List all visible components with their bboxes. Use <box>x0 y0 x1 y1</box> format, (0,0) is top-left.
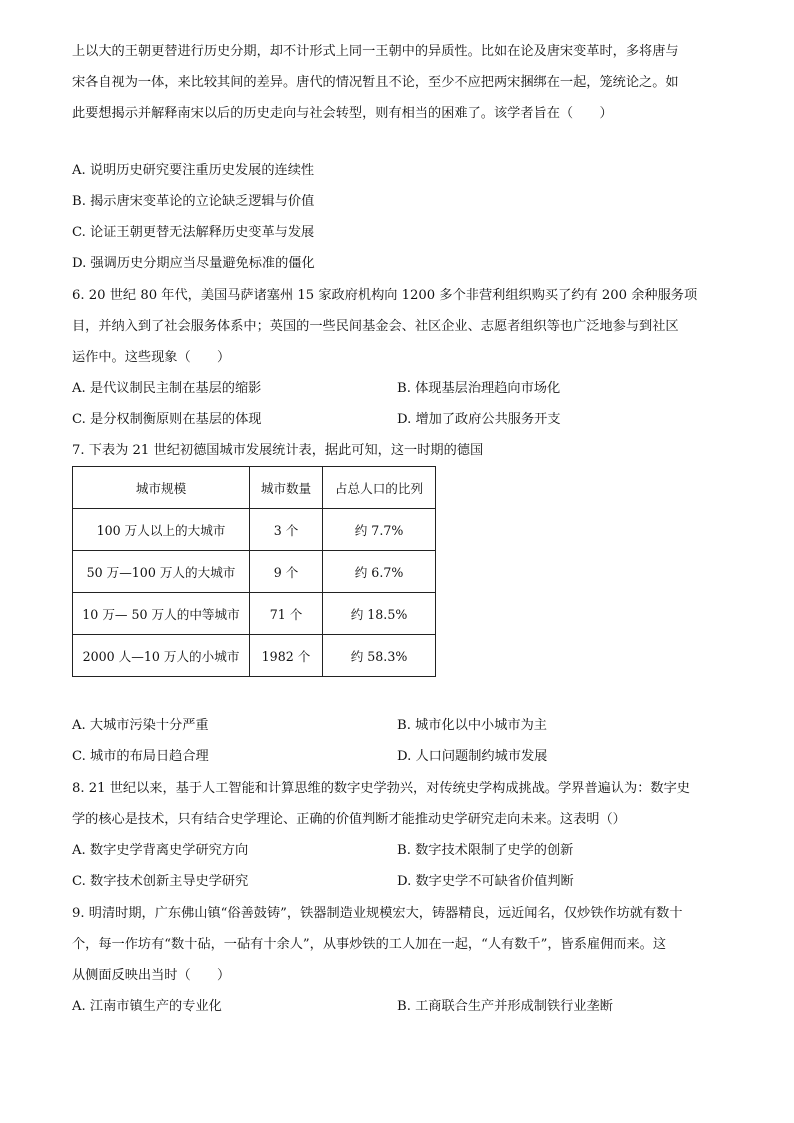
text-line: 个，每一作坊有“数十砧，一砧有十余人”，从事炒铁的工人加在一起，“人有数千”，皆系雇佣而来。这 <box>72 937 667 952</box>
q9-option-a[interactable]: A. 江南市镇生产的专业化 <box>72 999 222 1014</box>
table-row <box>73 635 436 677</box>
q8-option-b[interactable]: B. 数字技术限制了史学的创新 <box>397 843 574 858</box>
q5-stem-continued <box>72 36 724 129</box>
table-cell: 50 万—100 万人的大城市 <box>73 551 250 593</box>
text-line: 目，并纳入到了社会服务体系中；英国的一些民间基金会、社区企业、志愿者组织等也广泛地参与到社区 <box>72 319 679 334</box>
text-line: 学的核心是技术，只有结合史学理论、正确的价值判断才能推动史学研究走向未来。这表明（） <box>72 812 626 827</box>
text-line: 9. 明清时期，广东佛山镇“俗善鼓铸”，铁器制造业规模宏大，铸器精良，远近闻名，仅炒铁作坊就有数十 <box>72 906 683 921</box>
q6-option-a[interactable]: A. 是代议制民主制在基层的缩影 <box>72 381 262 396</box>
q6-option-b[interactable]: B. 体现基层治理趋向市场化 <box>397 381 561 396</box>
text-line: 此要想揭示并解释南宋以后的历史走向与社会转型，则有相当的困难了。该学者旨在（ ） <box>72 106 613 121</box>
table-cell: 9 个 <box>250 551 323 593</box>
table-cell: 3 个 <box>250 509 323 551</box>
text-line: 上以大的王朝更替进行历史分期，却不计形式上同一王朝中的异质性。比如在论及唐宋变革时，多将唐与 <box>72 44 679 59</box>
q8-option-a[interactable]: A. 数字史学背离史学研究方向 <box>72 843 249 858</box>
q5-option-c[interactable]: C. 论证王朝更替无法解释历史变革与发展 <box>72 225 315 240</box>
city-statistics-table <box>72 466 436 677</box>
q5-option-a[interactable]: A. 说明历史研究要注重历史发展的连续性 <box>72 163 315 178</box>
q6-option-c[interactable]: C. 是分权制衡原则在基层的体现 <box>72 412 262 427</box>
table-cell: 约 7.7% <box>323 509 436 551</box>
table-cell: 2000 人—10 万人的小城市 <box>73 635 250 677</box>
text-line: 6. 20 世纪 80 年代，美国马萨诸塞州 15 家政府机构向 1200 多个非营利组织购买了约有 200 余种服务项 <box>72 288 698 303</box>
table-header-cell: 占总人口的比列 <box>323 467 436 509</box>
q6-stem <box>72 280 724 373</box>
q8-option-c[interactable]: C. 数字技术创新主导史学研究 <box>72 874 249 889</box>
table-cell: 71 个 <box>250 593 323 635</box>
text-line: 运作中。这些现象（ ） <box>72 350 231 365</box>
table-cell: 10 万— 50 万人的中等城市 <box>73 593 250 635</box>
table-row <box>73 551 436 593</box>
table-row <box>73 593 436 635</box>
q8-stem <box>72 773 724 835</box>
q7-option-a[interactable]: A. 大城市污染十分严重 <box>72 718 209 733</box>
q7-option-c[interactable]: C. 城市的布局日趋合理 <box>72 749 209 764</box>
q6-option-d[interactable]: D. 增加了政府公共服务开支 <box>397 412 561 427</box>
q7-option-d[interactable]: D. 人口问题制约城市发展 <box>397 749 548 764</box>
table-header-row <box>73 467 436 509</box>
text-line: 宋各自视为一体，来比较其间的差异。唐代的情况暂且不论，至少不应把两宋捆绑在一起，笼统论之。如 <box>72 75 679 90</box>
table-row <box>73 509 436 551</box>
table-cell: 约 6.7% <box>323 551 436 593</box>
table-cell: 约 58.3% <box>323 635 436 677</box>
q8-option-d[interactable]: D. 数字史学不可缺省价值判断 <box>397 874 574 889</box>
q9-stem <box>72 898 724 991</box>
table-cell: 1982 个 <box>250 635 323 677</box>
q9-option-b[interactable]: B. 工商联合生产并形成制铁行业垄断 <box>397 999 613 1014</box>
q7-stem: 7. 下表为 21 世纪初德国城市发展统计表，据此可知，这一时期的德国 <box>72 443 484 458</box>
text-line: 从侧面反映出当时（ ） <box>72 968 231 983</box>
q7-option-b[interactable]: B. 城市化以中小城市为主 <box>397 718 547 733</box>
text-line: 8. 21 世纪以来，基于人工智能和计算思维的数字史学勃兴，对传统史学构成挑战。学界普遍认为：数字史 <box>72 781 690 796</box>
q5-option-b[interactable]: B. 揭示唐宋变革论的立论缺乏逻辑与价值 <box>72 194 315 209</box>
table-cell: 100 万人以上的大城市 <box>73 509 250 551</box>
table-cell: 约 18.5% <box>323 593 436 635</box>
table-header-cell: 城市数量 <box>250 467 323 509</box>
table-header-cell: 城市规模 <box>73 467 250 509</box>
q5-option-d[interactable]: D. 强调历史分期应当尽量避免标准的僵化 <box>72 256 315 271</box>
